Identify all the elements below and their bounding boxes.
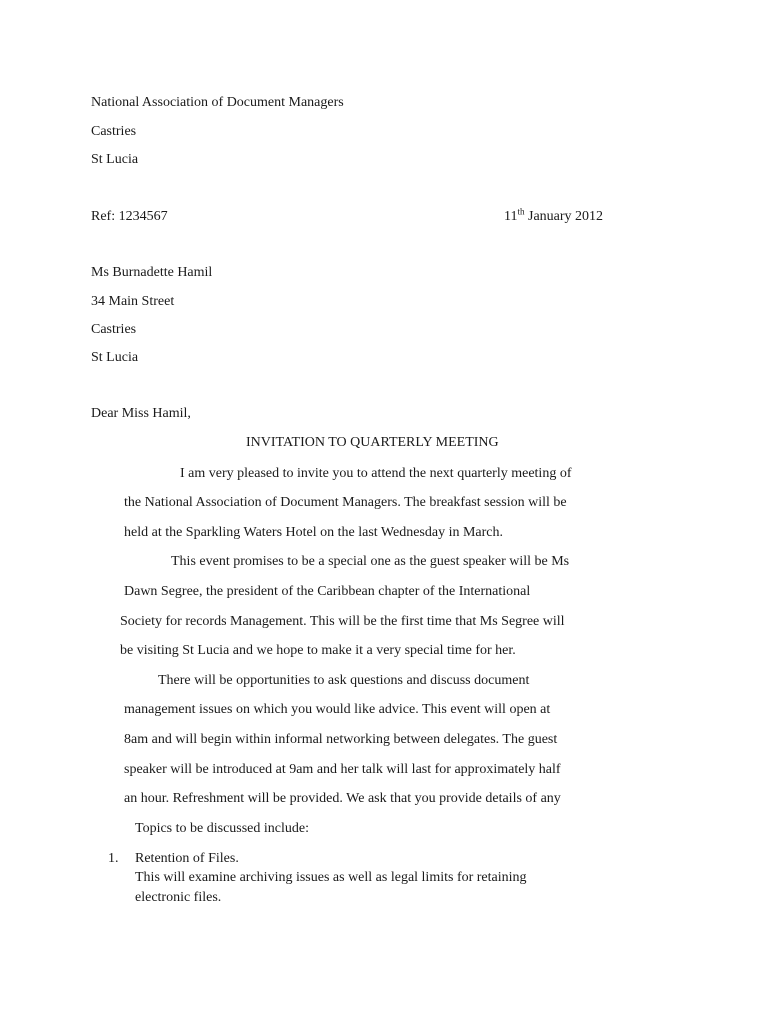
topics-intro: Topics to be discussed include: bbox=[135, 821, 309, 836]
recipient-country: St Lucia bbox=[91, 350, 139, 365]
date-suffix: th bbox=[517, 206, 525, 217]
body-line: an hour. Refreshment will be provided. We ask that you provide details of any bbox=[124, 791, 561, 806]
recipient-street: 34 Main Street bbox=[91, 294, 175, 309]
salutation: Dear Miss Hamil, bbox=[91, 406, 191, 421]
body-line: Society for records Management. This will be the first time that Ms Segree will bbox=[120, 614, 565, 629]
body-line: be visiting St Lucia and we hope to make it a very special time for her. bbox=[120, 643, 516, 658]
body-line: I am very pleased to invite you to attend the next quarterly meeting of bbox=[180, 466, 572, 481]
sender-name: National Association of Document Managers bbox=[91, 95, 344, 110]
sender-country: St Lucia bbox=[91, 152, 139, 167]
date-day: 11 bbox=[504, 209, 518, 224]
list-item-description: This will examine archiving issues as well as legal limits for retaining bbox=[135, 870, 527, 885]
body-line: management issues on which you would like advice. This event will open at bbox=[124, 702, 551, 717]
list-item-number: 1. bbox=[108, 851, 119, 866]
body-line: There will be opportunities to ask questions and discuss document bbox=[158, 673, 530, 688]
body-line: speaker will be introduced at 9am and her talk will last for approximately half bbox=[124, 762, 561, 777]
subject-heading: INVITATION TO QUARTERLY MEETING bbox=[246, 435, 499, 450]
recipient-city: Castries bbox=[91, 322, 137, 337]
sender-city: Castries bbox=[91, 124, 137, 139]
recipient-name: Ms Burnadette Hamil bbox=[91, 265, 213, 280]
date-rest: January 2012 bbox=[524, 209, 604, 224]
list-item-title: Retention of Files. bbox=[135, 851, 239, 866]
body-line: held at the Sparkling Waters Hotel on the last Wednesday in March. bbox=[124, 525, 504, 540]
body-line: the National Association of Document Managers. The breakfast session will be bbox=[124, 495, 567, 510]
letter-date bbox=[504, 206, 604, 225]
body-line: Dawn Segree, the president of the Caribbean chapter of the International bbox=[124, 584, 531, 599]
reference-number: Ref: 1234567 bbox=[91, 209, 168, 224]
body-line: This event promises to be a special one as the guest speaker will be Ms bbox=[171, 554, 570, 569]
list-item-description: electronic files. bbox=[135, 890, 222, 905]
body-line: 8am and will begin within informal networking between delegates. The guest bbox=[124, 732, 558, 747]
